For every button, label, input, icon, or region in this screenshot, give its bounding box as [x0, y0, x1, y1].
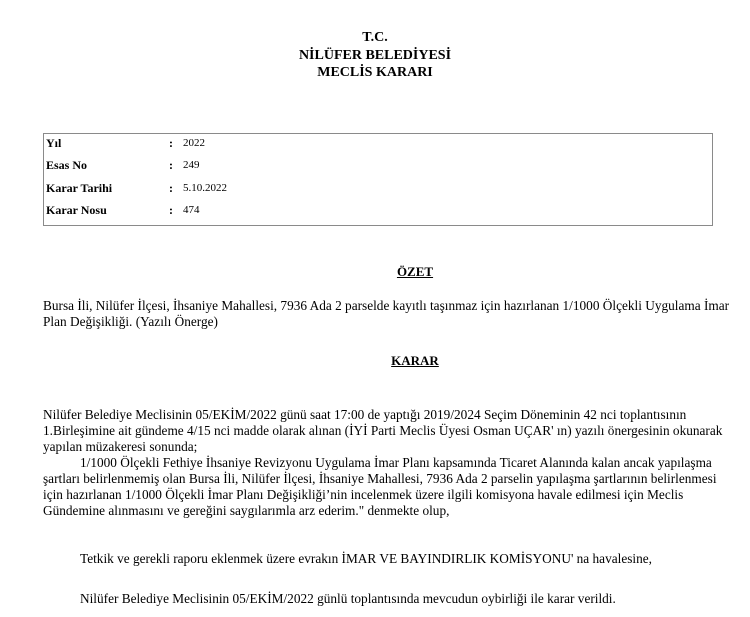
info-label: Yıl — [46, 136, 62, 150]
info-value: 249 — [183, 159, 200, 171]
header-tc: T.C. — [362, 30, 388, 45]
info-colon: : — [169, 181, 173, 195]
karar-paragraph-2: 1/1000 Ölçekli Fethiye İhsaniye Revizyonu Uygulama İmar Planı kapsamında Ticaret Alanında kalan ancak yapılaşma şartları belirlenmemiş olan Bursa İli, Nilüfer İlçesi, İhsaniye Mahallesi, 7936 Ada 2 parselin yapılaşma şartlarının belirlenmesi için hazırlanan 1/1000 Ölçekli İmar Planı Değişikliği’nin incelenmek üzere ilgili komisyona havale edilmesi için Meclis Gündemine alınmasını ve gereğini saygılarımla arz ederim." denmekte olup, — [43, 455, 717, 518]
info-label: Karar Nosu — [46, 203, 107, 217]
ozet-heading: ÖZET — [396, 264, 434, 279]
decision-info-box — [43, 133, 713, 226]
karar-paragraph-1: Nilüfer Belediye Meclisinin 05/EKİM/2022 günü saat 17:00 de yaptığı 2019/2024 Seçim Döneminin 42 nci toplantısının 1.Birleşimine ait gündeme 4/15 nci madde olarak alınan (İYİ Parti Meclis Üyesi Osman UÇAR' ın) yazılı önergesinin okunarak yapılan müzakeresi sonunda; — [43, 407, 723, 454]
karar-paragraph-4: Nilüfer Belediye Meclisinin 05/EKİM/2022 günlü toplantısında mevcudun oybirliği ile karar verildi. — [80, 591, 616, 606]
info-row-karar-tarihi — [44, 179, 712, 199]
info-colon: : — [169, 203, 173, 217]
header-institution: NİLÜFER BELEDİYESİ — [298, 48, 452, 63]
info-colon: : — [169, 136, 173, 150]
info-label: Esas No — [46, 158, 88, 172]
info-row-esas-no — [44, 156, 712, 176]
karar-heading: KARAR — [391, 353, 439, 368]
info-value: 474 — [183, 204, 200, 216]
header-document-type: MECLİS KARARI — [317, 65, 433, 80]
info-row-karar-nosu — [44, 201, 712, 221]
info-label: Karar Tarihi — [46, 181, 113, 195]
info-value: 5.10.2022 — [183, 182, 227, 194]
info-colon: : — [169, 158, 173, 172]
info-value: 2022 — [183, 137, 205, 149]
info-row-year — [44, 134, 712, 154]
karar-paragraph-3: Tetkik ve gerekli raporu eklenmek üzere evrakın İMAR VE BAYINDIRLIK KOMİSYONU' na havalesine, — [80, 551, 652, 566]
ozet-paragraph: Bursa İli, Nilüfer İlçesi, İhsaniye Mahallesi, 7936 Ada 2 parselde kayıtlı taşınmaz için hazırlanan 1/1000 Ölçekli Uygulama İmar Plan Değişikliği. (Yazılı Önerge) — [43, 298, 730, 329]
